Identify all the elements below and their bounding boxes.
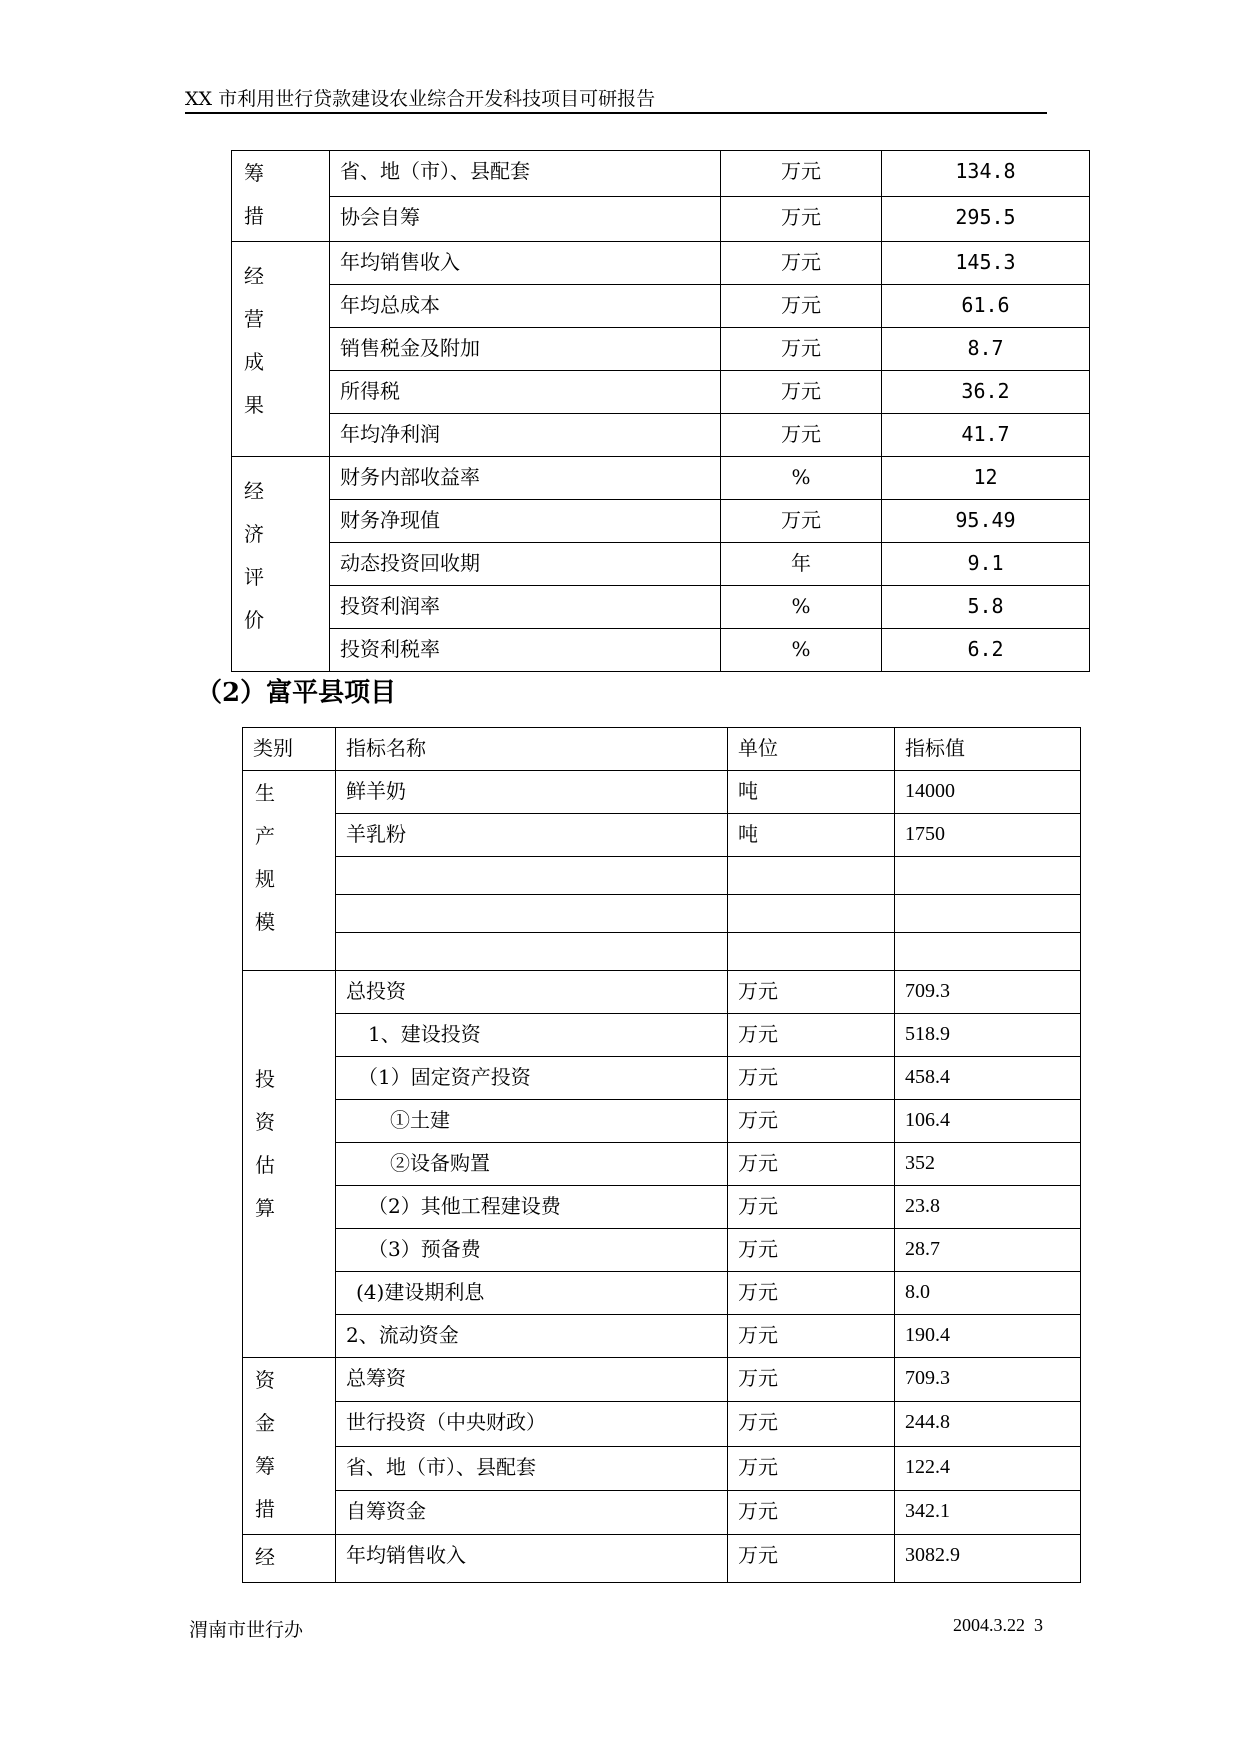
category-cell: 筹 措 (232, 151, 330, 242)
category-cell: 投 资 估 算 (243, 971, 336, 1358)
value: 5.8 (882, 586, 1090, 629)
value: 1750 (895, 814, 1081, 857)
value: 28.7 (895, 1229, 1081, 1272)
value (895, 857, 1081, 895)
indicator-name (336, 895, 728, 933)
indicator-name: 年均净利润 (330, 414, 721, 457)
value: 518.9 (895, 1014, 1081, 1057)
indicator-name: 鲜羊奶 (336, 771, 728, 814)
header-unit: 单位 (728, 728, 895, 771)
value: 8.0 (895, 1272, 1081, 1315)
value: 9.1 (882, 543, 1090, 586)
unit: 万元 (728, 1014, 895, 1057)
value: 95.49 (882, 500, 1090, 543)
footer-date: 2004.3.22 (953, 1615, 1025, 1635)
unit: 万元 (728, 1535, 895, 1583)
unit: 吨 (728, 814, 895, 857)
value: 190.4 (895, 1315, 1081, 1358)
value: 352 (895, 1143, 1081, 1186)
unit: 万元 (728, 1402, 895, 1446)
indicator-name: 年均销售收入 (336, 1535, 728, 1583)
unit: 万元 (721, 500, 882, 543)
value: 295.5 (882, 196, 1090, 242)
category-cell: 经 (243, 1535, 336, 1583)
value: 8.7 (882, 328, 1090, 371)
unit: 万元 (721, 328, 882, 371)
unit: 万元 (721, 151, 882, 197)
unit: 万元 (721, 196, 882, 242)
indicator-name: （3）预备费 (336, 1229, 728, 1272)
value: 12 (882, 457, 1090, 500)
value: 6.2 (882, 629, 1090, 672)
indicator-name: 世行投资（中央财政） (336, 1402, 728, 1446)
indicator-name: 2、流动资金 (336, 1315, 728, 1358)
unit: 万元 (728, 1272, 895, 1315)
value: 342.1 (895, 1490, 1081, 1534)
unit: 万元 (721, 285, 882, 328)
indicator-name: 1、建设投资 (336, 1014, 728, 1057)
value: 106.4 (895, 1100, 1081, 1143)
unit: 万元 (728, 1315, 895, 1358)
unit: 万元 (728, 1490, 895, 1534)
category-cell: 经 营 成 果 (232, 242, 330, 457)
indicator-name: 投资利润率 (330, 586, 721, 629)
header-category: 类别 (243, 728, 336, 771)
indicator-name: 财务净现值 (330, 500, 721, 543)
unit: 万元 (728, 1358, 895, 1402)
value: 14000 (895, 771, 1081, 814)
unit: % (721, 629, 882, 672)
indicator-name: 羊乳粉 (336, 814, 728, 857)
unit: 万元 (721, 242, 882, 285)
unit (728, 895, 895, 933)
indicator-name: 所得税 (330, 371, 721, 414)
indicator-name (336, 857, 728, 895)
indicator-name: 动态投资回收期 (330, 543, 721, 586)
indicator-name: 财务内部收益率 (330, 457, 721, 500)
indicator-name: 销售税金及附加 (330, 328, 721, 371)
unit: 万元 (728, 1057, 895, 1100)
category-cell: 资 金 筹 措 (243, 1358, 336, 1535)
value: 3082.9 (895, 1535, 1081, 1583)
indicator-name: 省、地（市）、县配套 (336, 1446, 728, 1490)
value (895, 933, 1081, 971)
indicator-name: (4)建设期利息 (336, 1272, 728, 1315)
unit: 万元 (728, 1229, 895, 1272)
indicator-name (336, 933, 728, 971)
table-2 (242, 727, 1081, 1583)
indicator-name: 自筹资金 (336, 1490, 728, 1534)
unit (728, 857, 895, 895)
page-number: 3 (1034, 1615, 1043, 1635)
header-name: 指标名称 (336, 728, 728, 771)
indicator-name: （2）其他工程建设费 (336, 1186, 728, 1229)
unit: 万元 (721, 414, 882, 457)
indicator-name: ①土建 (336, 1100, 728, 1143)
section-title: （2）富平县项目 (196, 678, 397, 708)
value: 23.8 (895, 1186, 1081, 1229)
footer-date-page (953, 1615, 1043, 1636)
unit: 万元 (728, 1100, 895, 1143)
indicator-name: 省、地（市）、县配套 (330, 151, 721, 197)
indicator-name: 协会自筹 (330, 196, 721, 242)
indicator-name: 总投资 (336, 971, 728, 1014)
indicator-name: 年均总成本 (330, 285, 721, 328)
page-header: XX 市利用世行贷款建设农业综合开发科技项目可研报告 (185, 86, 1047, 114)
table-1 (231, 150, 1090, 672)
value: 458.4 (895, 1057, 1081, 1100)
unit: 万元 (728, 1446, 895, 1490)
value: 36.2 (882, 371, 1090, 414)
value: 41.7 (882, 414, 1090, 457)
unit: 万元 (728, 971, 895, 1014)
category-cell: 经 济 评 价 (232, 457, 330, 672)
value: 709.3 (895, 971, 1081, 1014)
value: 244.8 (895, 1402, 1081, 1446)
indicator-name: 投资利税率 (330, 629, 721, 672)
footer-office: 渭南市世行办 (189, 1619, 304, 1641)
unit (728, 933, 895, 971)
value: 134.8 (882, 151, 1090, 197)
unit: 万元 (728, 1143, 895, 1186)
indicator-name: 总筹资 (336, 1358, 728, 1402)
unit: 万元 (721, 371, 882, 414)
value: 709.3 (895, 1358, 1081, 1402)
header-value: 指标值 (895, 728, 1081, 771)
indicator-name: 年均销售收入 (330, 242, 721, 285)
unit: 年 (721, 543, 882, 586)
unit: 吨 (728, 771, 895, 814)
indicator-name: （1）固定资产投资 (336, 1057, 728, 1100)
unit: % (721, 586, 882, 629)
value: 145.3 (882, 242, 1090, 285)
unit: 万元 (728, 1186, 895, 1229)
unit: % (721, 457, 882, 500)
value (895, 895, 1081, 933)
value: 122.4 (895, 1446, 1081, 1490)
indicator-name: ②设备购置 (336, 1143, 728, 1186)
value: 61.6 (882, 285, 1090, 328)
category-cell: 生 产 规 模 (243, 771, 336, 971)
